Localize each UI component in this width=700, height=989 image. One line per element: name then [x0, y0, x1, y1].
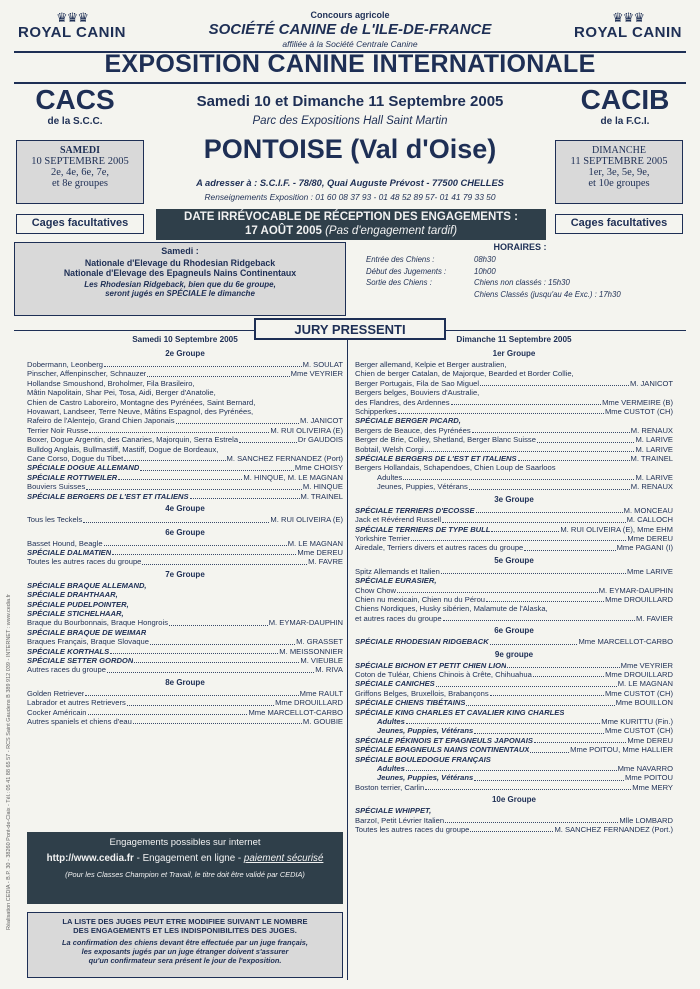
judge-name: M. FAVIER	[636, 613, 673, 623]
breed-label: Braques Français, Braque Slovaque	[27, 637, 149, 647]
samedi-nationale-line2: Nationale d'Elevage des Epagneuls Nains Continentaux	[63, 268, 297, 278]
group-title: 5e Groupe	[494, 555, 534, 565]
samedi-nationale-line1: Nationale d'Elevage du Rhodesian Ridgeback	[84, 258, 276, 268]
judge-name: M. SOULAT	[302, 360, 343, 369]
breed-label: SPÉCIALE BOULEDOGUE FRANÇAIS	[355, 754, 491, 764]
breed-label: Bergers belges, Bouviers d'Australie,	[355, 388, 480, 398]
jury-row	[27, 600, 343, 609]
jury-row	[355, 388, 673, 397]
breed-label: Dobermann, Leonberg	[27, 360, 103, 369]
judge-name: M. EYMAR-DAUPHIN	[268, 618, 343, 628]
breed-label: SPÉCIALE TERRIERS D'ECOSSE	[355, 505, 475, 515]
judge-name: Mme POITOU	[625, 773, 673, 783]
group-title: 7e Groupe	[165, 569, 205, 579]
breed-label: Cocker Américain	[27, 707, 87, 717]
judge-name: Mme CHOISY	[294, 463, 343, 473]
jury-row	[355, 426, 673, 435]
judge-name: Mme KURITTU (Fin.)	[601, 717, 673, 726]
jury-row	[27, 618, 343, 627]
breed-label: Adultes	[377, 717, 405, 726]
jury-row	[27, 379, 343, 388]
samedi-nationale-box	[14, 242, 346, 316]
judge-name: M. RENAUX	[630, 425, 673, 435]
judge-name: M. MONCEAU	[623, 505, 673, 515]
breed-label: Golden Retriever	[27, 688, 85, 698]
judge-name: M. CALLOCH	[626, 515, 673, 525]
judge-name: M. LE MAGNAN	[617, 679, 673, 689]
judge-name: M. TRAINEL	[630, 454, 673, 464]
breed-label: Spitz Allemands et Italien	[355, 566, 440, 576]
breed-label: SPÉCIALE CHIENS TIBÉTAINS	[355, 698, 466, 708]
breed-label: SPÉCIALE PÉKINOIS ET EPAGNEULS JAPONAIS	[355, 735, 533, 745]
judge-name: Mme RAULT	[299, 688, 343, 698]
judge-name: M. HINQUE	[302, 482, 343, 492]
breed-label: Autres spaniels et chiens d'eau	[27, 717, 132, 726]
judge-name: Mme DROUILLARD	[605, 669, 673, 679]
breed-label: SPÉCIALE EPAGNEULS NAINS CONTINENTAUX	[355, 745, 530, 755]
judge-name: Mme NAVARRO	[617, 764, 673, 774]
internet-title: Engagements possibles sur internet	[109, 837, 261, 848]
jury-row	[27, 398, 343, 407]
jury-right-column	[355, 334, 673, 834]
judge-name: M. LARIVE	[635, 472, 673, 482]
jury-row	[27, 463, 343, 472]
royal-canin-logo-right: ♛♛♛ ROYAL CANIN	[568, 12, 688, 41]
jury-row	[355, 698, 673, 707]
judge-name: Mme POITOU, Mme HALLIER	[570, 745, 673, 755]
breed-label: Berger Portugais, Fila de Sao Miguel	[355, 378, 480, 388]
jury-row	[355, 637, 673, 646]
judge-name: Mme VEYRIER	[620, 660, 673, 670]
judge-name: Mme CUSTOT (CH)	[604, 726, 673, 736]
breed-label: Barzoï, Petit Lévrier Italien	[355, 815, 445, 825]
jury-row	[27, 388, 343, 397]
jury-row	[355, 773, 673, 782]
samedi-nationale-note2: seront jugés en SPÉCIALE le dimanche	[105, 289, 255, 298]
jury-row	[355, 595, 673, 604]
jury-row	[355, 755, 673, 764]
judge-name: Mme VEYRIER	[290, 369, 343, 379]
judge-name: Mme DROUILLARD	[275, 698, 343, 708]
breed-label: SPÉCIALE CANICHES	[355, 679, 435, 689]
breed-label: Jeunes, Puppies, Vétérans	[377, 482, 468, 492]
jury-row	[27, 473, 343, 482]
jury-row	[355, 708, 673, 717]
internet-secure: paiement sécurisé	[243, 853, 324, 864]
jury-row	[27, 426, 343, 435]
samedi-groups-b: et 8e groupes	[52, 178, 108, 189]
group-title: 3e Groupe	[494, 494, 534, 504]
judge-name: Mme MERY	[632, 782, 673, 792]
jury-row	[355, 806, 673, 815]
breed-label: SPÉCIALE BRAQUE ALLEMAND,	[27, 580, 147, 590]
breed-label: SPÉCIALE KING CHARLES ET CAVALIER KING CHARLES	[355, 707, 565, 717]
affiliation: affiliée à la Société Centrale Canine	[282, 39, 418, 49]
samedi-nationale-title: Samedi :	[161, 246, 199, 256]
judge-name: M. SANCHEZ FERNANDEZ (Port.)	[554, 825, 673, 835]
judge-name: Mme DROUILLARD	[605, 594, 673, 604]
breed-label: SPÉCIALE SETTER GORDON	[27, 655, 134, 665]
breed-label: SPÉCIALE BERGER PICARD,	[355, 416, 461, 426]
breed-label: SPÉCIALE STICHELHAAR,	[27, 608, 124, 618]
jury-row	[27, 698, 343, 707]
jury-row	[355, 614, 673, 623]
jury-row	[355, 369, 673, 378]
judge-name: M. LE MAGNAN	[287, 538, 343, 548]
jury-row	[355, 435, 673, 444]
judge-name: M. LARIVE	[635, 444, 673, 454]
jury-row	[27, 665, 343, 674]
judge-name: M. GRASSET	[296, 637, 343, 647]
venue: Parc des Expositions Hall Saint Martin	[252, 115, 448, 127]
jury-row	[27, 609, 343, 618]
breed-label: SPÉCIALE PUDELPOINTER,	[27, 599, 129, 609]
notice-line4: les exposants jugés par un juge étranger doivent s'assurer	[81, 947, 289, 956]
breed-label: Pinscher, Affenpinscher, Schnauzer	[27, 369, 147, 379]
judge-name: Mme VERMEIRE (B)	[602, 397, 673, 407]
breed-label: SPÉCIALE KORTHALS	[27, 646, 110, 656]
breed-label: SPÉCIALE DOGUE ALLEMAND	[27, 463, 140, 473]
jury-row	[27, 717, 343, 726]
breed-label: Bulldog Anglais, Bullmastiff, Mastiff, Dogue de Bordeaux,	[27, 444, 219, 454]
breed-label: Berger allemand, Kelpie et Berger australien,	[355, 360, 507, 369]
jury-row	[355, 736, 673, 745]
royal-canin-logo-left: ♛♛♛ ROYAL CANIN	[12, 12, 132, 41]
breed-label: SPÉCIALE TERRIERS DE TYPE BULL	[355, 524, 491, 534]
printer-note: Réalisation CEDIA - B.P. 30 - 38260 Pont-de-Claix - Tél.: 05 41 88 65 57 - RCS Saint Gaudens B 389 912 039 - INTERNET : www.cedia.fr	[6, 594, 12, 930]
breed-label: et autres races du groupe	[355, 613, 442, 623]
judge-name: Mme LARIVE	[627, 566, 673, 576]
horaire-value: Chiens Classés (jusqu'au 4e Exc.) : 17h30	[474, 289, 621, 299]
samedi-cages: Cages facultatives	[16, 214, 144, 234]
judge-name: M. RUI OLIVEIRA (E)	[270, 515, 343, 525]
concours-label: Concours agricole	[310, 10, 390, 20]
breed-label: Tous les Teckels	[27, 515, 83, 525]
cacs-label: CACS	[35, 84, 115, 115]
breed-label: Chien de Castro Laboreiro, Montagne des Pyrénées, Saint Bernard,	[27, 397, 256, 407]
crown-icon: ♛♛♛	[612, 10, 644, 25]
jury-row	[27, 590, 343, 599]
judge-name: Mme BOUILLON	[615, 698, 673, 708]
jury-row	[27, 492, 343, 501]
cacib-label: CACIB	[580, 84, 670, 115]
judge-name: M. TRAINEL	[300, 491, 343, 501]
jury-row	[355, 783, 673, 792]
judge-name: M. RUI OLIVEIRA (E), Mme EHM	[560, 524, 673, 534]
jury-row	[27, 445, 343, 454]
jury-row	[27, 656, 343, 665]
main-title: EXPOSITION CANINE INTERNATIONALE	[104, 50, 596, 78]
breed-label: Chien de berger Catalan, de Majorque, Bearded et Border Collie,	[355, 369, 574, 379]
jury-row	[27, 647, 343, 656]
judge-name: Mme MARCELLOT-CARBO	[248, 707, 343, 717]
breed-label: des Flandres, des Ardennes	[355, 397, 450, 407]
breed-label: SPÉCIALE WHIPPET,	[355, 806, 432, 816]
group-title: 1er Groupe	[492, 349, 536, 358]
breed-label: SPÉCIALE BERGERS DE L'EST ET ITALIENS	[355, 454, 517, 464]
horaires-title: HORAIRES :	[493, 242, 547, 252]
judge-name: Mme DEREU	[627, 735, 673, 745]
jury-row	[355, 726, 673, 735]
renseignements: Renseignements Exposition : 01 60 08 37 93 - 01 48 52 89 57- 01 41 79 33 50	[204, 192, 496, 202]
deadline-banner	[156, 209, 546, 240]
judge-name: Mme DEREU	[627, 533, 673, 543]
dimanche-groups-a: 1er, 3e, 5e, 9e,	[588, 167, 650, 178]
breed-label: Airedale, Terriers divers et autres races du groupe	[355, 543, 524, 553]
jury-row	[27, 454, 343, 463]
group-title: 2e Groupe	[165, 349, 205, 358]
judge-name: M. RIVA	[315, 665, 343, 675]
jury-row	[355, 534, 673, 543]
breed-label: Terrier Noir Russe	[27, 425, 89, 435]
cacib-sub: de la F.C.I.	[600, 116, 650, 127]
jury-row	[355, 661, 673, 670]
breed-label: SPÉCIALE EURASIER,	[355, 576, 437, 586]
breed-label: Rafeiro de l'Alentejo, Grand Chien Japonais	[27, 416, 175, 426]
breed-label: Boxer, Dogue Argentin, des Canaries, Majorquin, Serra Estrela	[27, 435, 239, 445]
samedi-date: 10 SEPTEMBRE 2005	[31, 156, 129, 167]
jury-row	[27, 628, 343, 637]
breed-label: Basset Hound, Beagle	[27, 538, 103, 548]
samedi-groups-a: 2e, 4e, 6e, 7e,	[50, 167, 110, 178]
breed-label: SPÉCIALE DALMATIEN	[27, 547, 112, 557]
judge-name: M. FAVRE	[308, 557, 343, 567]
judge-name: Mlle LOMBARD	[619, 815, 673, 825]
jury-row	[355, 407, 673, 416]
jury-row	[27, 539, 343, 548]
breed-label: Adultes	[377, 472, 403, 482]
samedi-nationale-note1: Les Rhodesian Ridgeback, bien que du 6e groupe,	[84, 280, 276, 289]
horaire-value: 08h30	[474, 255, 496, 264]
breed-label: Hollandse Smoushond, Broholmer, Fila Brasileiro,	[27, 378, 195, 388]
judge-name: M. LARIVE	[635, 435, 673, 445]
breed-label: Bobtail, Welsh Corgi	[355, 444, 424, 454]
jury-row	[27, 708, 343, 717]
breed-label: Bergers Hollandais, Schapendoes, Chien Loup de Saarloos	[355, 463, 556, 473]
breed-label: SPÉCIALE BRAQUE DE WEIMAR	[27, 627, 147, 637]
jury-row	[355, 576, 673, 585]
jury-row	[355, 482, 673, 491]
judge-name: M. JANICOT	[299, 416, 343, 426]
city-title: PONTOISE (Val d'Oise)	[203, 134, 497, 164]
judge-name: M. JANICOT	[629, 378, 673, 388]
jury-row	[355, 567, 673, 576]
breed-label: Toutes les autres races du groupe	[27, 557, 142, 567]
breed-label: Cane Corso, Dogue du Tibet	[27, 454, 124, 464]
jury-row	[355, 604, 673, 613]
jury-left-column	[27, 334, 343, 726]
jury-row	[355, 525, 673, 534]
horaire-value: 10h00	[474, 266, 496, 276]
jury-row	[27, 369, 343, 378]
notice-line2: DES ENGAGEMENTS ET LES INDISPONIBILITES DES JUGES.	[73, 926, 297, 935]
judge-name: Mme MARCELLOT-CARBO	[578, 637, 673, 647]
right-column-title: Dimanche 11 Septembre 2005	[456, 335, 572, 344]
jury-row	[355, 463, 673, 472]
jury-row	[355, 360, 673, 369]
breed-label: Yorkshire Terrier	[355, 533, 410, 543]
internet-box	[27, 832, 343, 904]
dimanche-groups-b: et 10e groupes	[588, 178, 650, 189]
judge-name: M. SANCHEZ FERNANDEZ (Port)	[226, 454, 343, 464]
breed-label: Bouviers Suisses	[27, 482, 86, 492]
breed-label: Chiens Nordiques, Husky sibérien, Malamute de l'Alaska,	[355, 604, 548, 614]
internet-note: (Pour les Classes Champion et Travail, le titre doit être validé par CEDIA)	[65, 870, 305, 879]
jury-row	[27, 416, 343, 425]
horaire-label: Sortie des Chiens :	[366, 278, 432, 287]
jury-row	[355, 689, 673, 698]
group-title: 10e Groupe	[491, 795, 536, 805]
judge-name: M. RUI OLIVEIRA (E)	[270, 425, 343, 435]
jury-row	[27, 435, 343, 444]
group-title: 4e Groupe	[165, 504, 205, 514]
notice-line5: qu'un confirmateur sera présent le jour de l'exposition.	[88, 956, 282, 965]
jury-row	[27, 407, 343, 416]
breed-label: Jack et Révérend Russell	[355, 515, 442, 525]
jury-row	[355, 670, 673, 679]
dimanche-date: 11 SEPTEMBRE 2005	[570, 156, 668, 167]
jury-row	[27, 360, 343, 369]
event-dates: Samedi 10 et Dimanche 11 Septembre 2005	[196, 93, 504, 110]
jury-row	[355, 745, 673, 754]
dimanche-cages: Cages facultatives	[555, 214, 683, 234]
jury-row	[355, 717, 673, 726]
jury-row	[27, 515, 343, 524]
jury-title: JURY PRESSENTI	[254, 318, 446, 340]
horaire-label: Entrée des Chiens :	[366, 255, 435, 264]
breed-label: Braque du Bourbonnais, Braque Hongrois	[27, 618, 168, 628]
crown-icon: ♛♛♛	[56, 10, 88, 25]
jury-row	[355, 445, 673, 454]
breed-label: SPÉCIALE BERGERS DE L'EST ET ITALIENS	[27, 491, 189, 501]
jury-row	[355, 764, 673, 773]
breed-label: SPÉCIALE ROTTWEILER	[27, 472, 118, 482]
jury-row	[27, 637, 343, 646]
horaire-label: Début des Jugements :	[366, 266, 447, 276]
deadline-line1: DATE IRRÉVOCABLE DE RÉCEPTION DES ENGAGEMENTS :	[184, 211, 518, 223]
societe-name: SOCIÉTÉ CANINE de L'ILE-DE-FRANCE	[208, 21, 492, 38]
breed-label: Mâtin Napolitain, Shar Pei, Tosa, Aidi, Berger d'Anatolie,	[27, 388, 216, 398]
jury-row	[27, 557, 343, 566]
breed-label: SPÉCIALE RHODESIAN RIDGEBACK	[355, 637, 489, 647]
judge-name: M. MEISSONNIER	[279, 646, 343, 656]
breed-label: Bergers de Beauce, des Pyrénées	[355, 425, 471, 435]
jury-row	[355, 586, 673, 595]
internet-url[interactable]: http://www.cedia.fr	[46, 853, 134, 864]
jury-row	[355, 515, 673, 524]
judge-name: Mme CUSTOT (CH)	[604, 688, 673, 698]
address: A adresser à : S.C.I.F. - 78/80, Quai Auguste Prévost - 77500 CHELLES	[196, 178, 504, 188]
left-column-title: Samedi 10 Septembre 2005	[132, 335, 238, 344]
horaire-label	[366, 289, 474, 301]
breed-label: Schipperkes	[355, 407, 397, 417]
group-title: 8e Groupe	[165, 677, 205, 687]
samedi-box	[16, 140, 144, 204]
breed-label: SPÉCIALE DRAHTHAAR,	[27, 590, 118, 600]
breed-label: SPÉCIALE BICHON ET PETIT CHIEN LION	[355, 660, 507, 670]
judge-name: Dr GAUDOIS	[297, 435, 343, 445]
judge-name: M. EYMAR-DAUPHIN	[598, 585, 673, 595]
judge-name: Mme PAGANI (I)	[616, 543, 673, 553]
jury-row	[27, 689, 343, 698]
notice-line1: LA LISTE DES JUGES PEUT ETRE MODIFIEE SUIVANT LE NOMBRE	[62, 917, 308, 926]
breed-label: Labrador et autres Retrievers	[27, 698, 126, 708]
samedi-day: SAMEDI	[59, 145, 100, 156]
breed-label: Autres races du groupe	[27, 665, 106, 675]
judge-name: Mme CUSTOT (CH)	[604, 407, 673, 417]
jury-row	[27, 482, 343, 491]
notice-line3: La confirmation des chiens devant être effectuée par un juge français,	[62, 938, 308, 947]
jury-row	[355, 543, 673, 552]
breed-label: Hovawart, Landseer, Terre Neuve, Mâtins Espagnol, des Pyrénées,	[27, 407, 254, 417]
judge-name: M. VIEUBLE	[300, 655, 343, 665]
dimanche-box	[555, 140, 683, 204]
jury-row	[355, 825, 673, 834]
deadline-note: (Pas d'engagement tardif)	[325, 225, 458, 237]
horaire-value: Chiens non classés : 15h30	[474, 278, 570, 287]
jury-row	[355, 506, 673, 515]
internet-url-rest: - Engagement en ligne -	[133, 853, 244, 864]
breed-label: Boston terrier, Carlin	[355, 782, 425, 792]
breed-label: Coton de Tuléar, Chiens Chinois à Crête, Chihuahua	[355, 669, 532, 679]
jury-row	[355, 398, 673, 407]
judge-name: Mme DEREU	[297, 547, 343, 557]
breed-label: Chow Chow	[355, 585, 396, 595]
judge-name: M. RENAUX	[630, 482, 673, 492]
breed-label: Adultes	[377, 764, 405, 774]
dimanche-day: DIMANCHE	[592, 145, 646, 156]
jury-row	[27, 581, 343, 590]
cacs-sub: de la S.C.C.	[47, 116, 103, 127]
jury-row	[355, 816, 673, 825]
breed-label: Griffons Belges, Bruxellois, Brabançons	[355, 688, 489, 698]
judge-name: M. HINQUE, M. LE MAGNAN	[243, 472, 343, 482]
deadline-date: 17 AOÛT 2005	[244, 225, 322, 237]
notice-box	[27, 912, 343, 978]
group-title: 9e groupe	[494, 649, 534, 659]
jury-row	[355, 454, 673, 463]
breed-label: Toutes les autres races du groupe	[355, 825, 470, 835]
jury-row	[27, 548, 343, 557]
jury-row	[355, 379, 673, 388]
group-title: 6e Groupe	[494, 626, 534, 636]
breed-label: Berger de Brie, Colley, Shetland, Berger Blanc Suisse	[355, 435, 536, 445]
group-title: 6e Groupe	[165, 527, 205, 537]
breed-label: Jeunes, Puppies, Vétérans	[377, 726, 474, 736]
horaires-section	[350, 242, 690, 316]
jury-row	[355, 679, 673, 688]
judge-name: M. GOUBIE	[302, 717, 343, 726]
jury-row	[355, 473, 673, 482]
jury-row	[355, 416, 673, 425]
breed-label: Jeunes, Puppies, Vétérans	[377, 773, 474, 783]
breed-label: Chien nu mexicain, Chien nu du Pérou	[355, 594, 486, 604]
